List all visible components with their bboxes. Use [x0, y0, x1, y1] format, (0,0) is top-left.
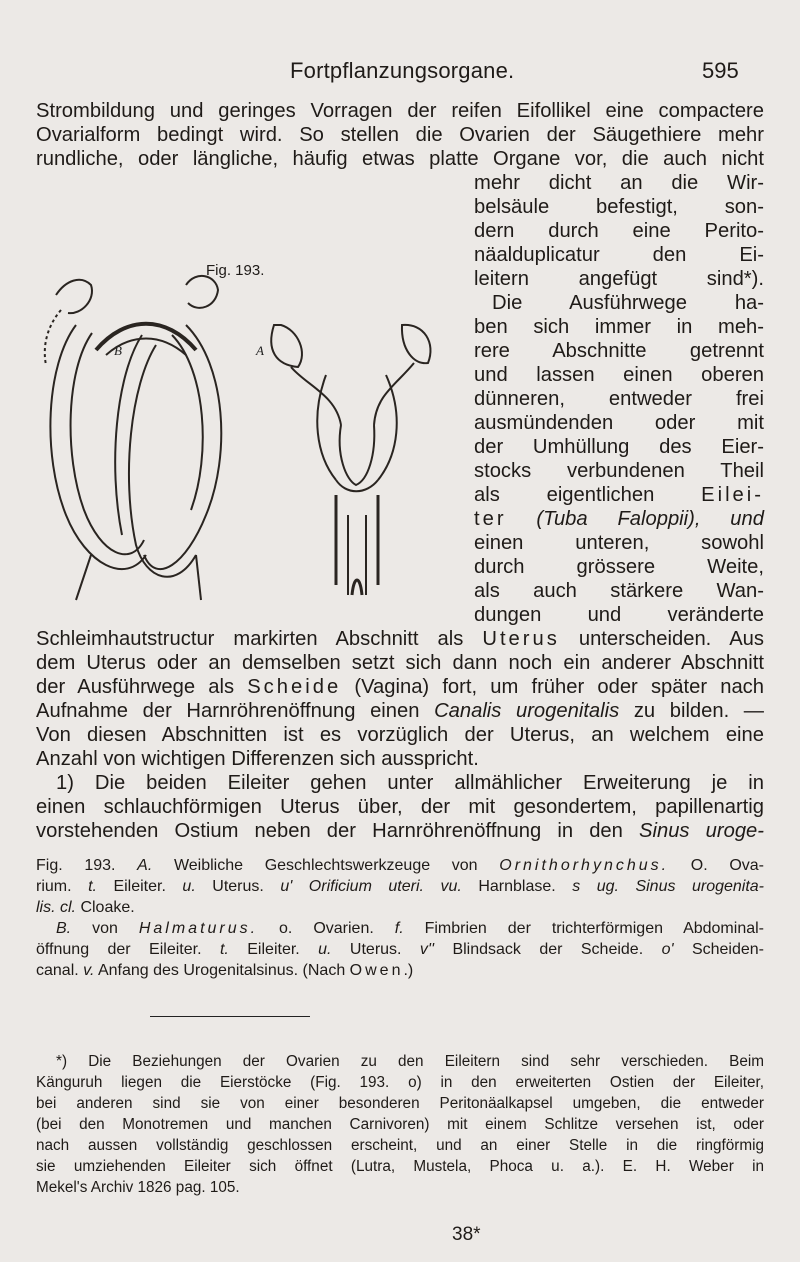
- caption-line: canal. v. Anfang des Urogenitalsinus. (Nach Owen.): [36, 962, 414, 979]
- caption-line: lis. cl. Cloake.: [36, 899, 135, 916]
- signature-mark: 38*: [452, 1224, 481, 1245]
- text-line: näalduplicatur den Ei-: [474, 244, 764, 266]
- text-line: ben sich immer in meh-: [474, 316, 764, 338]
- text-line: durch grössere Weite,: [474, 556, 764, 578]
- panel-label-a: A: [256, 343, 264, 358]
- text-line: dünneren, entweder frei: [474, 388, 764, 410]
- term-tuba: (Tuba Faloppii), und: [506, 508, 764, 530]
- text-line: dem Uterus oder an demselben setzt sich dann noch ein anderer Abschnitt: [36, 652, 764, 674]
- term-sinus: Sinus uroge-: [639, 820, 765, 842]
- text-line: und lassen einen oberen: [474, 364, 764, 386]
- text-line: leitern angefügt sind*).: [474, 268, 764, 290]
- text-line: Ovarialform bedingt wird. So stellen die Ovarien der Säugethiere mehr: [36, 124, 764, 146]
- figure-193-illustration: [36, 255, 468, 610]
- text-line: dern durch eine Perito-: [474, 220, 764, 242]
- footnote-line: (bei den Monotremen und manchen Carnivoren) mit einem Schlitze versehen ist, oder: [36, 1116, 764, 1133]
- caption-line: Fig. 193. A. Weibliche Geschlechtswerkzeuge von Ornithorhynchus. O. Ova-: [36, 857, 764, 874]
- running-header: [0, 58, 800, 88]
- text-line: stocks verbundenen Theil: [474, 460, 764, 482]
- text-line: Anzahl von wichtigen Differenzen sich ausspricht.: [36, 748, 479, 770]
- footnote-line: *) Die Beziehungen der Ovarien zu den Eileitern sind sehr verschieden. Beim: [56, 1053, 764, 1070]
- footnote-line: bei anderen sind sie von einer besonderen Peritonäalkapsel umgeben, die entweder: [36, 1095, 764, 1112]
- text-line: rundliche, oder längliche, häufig etwas platte Organe vor, die auch nicht: [36, 148, 764, 170]
- footnote-line: Mekel's Archiv 1826 pag. 105.: [36, 1179, 240, 1196]
- footnote-divider: [150, 1016, 310, 1017]
- text-line: der Ausführwege als Scheide (Vagina) fort, um früher oder später nach: [36, 676, 764, 698]
- text-line: einen schlauchförmigen Uterus über, der mit gesondertem, papillenartig: [36, 796, 764, 818]
- text-line: belsäule befestigt, son-: [474, 196, 764, 218]
- footnote-line: Känguruh liegen die Eierstöcke (Fig. 193. o) in den erweiterten Ostien der Eileiter,: [36, 1074, 764, 1091]
- panel-b-drawing: [45, 276, 222, 600]
- caption-line: B. von Halmaturus. o. Ovarien. f. Fimbrien der trichterförmigen Abdominal-: [56, 920, 764, 937]
- term-uterus: Uterus: [482, 628, 560, 650]
- term-canalis: Canalis urogenitalis: [434, 700, 620, 722]
- text-line: ter (Tuba Faloppii), und: [474, 508, 764, 530]
- figure-label: Fig. 193.: [206, 262, 265, 279]
- text-line: der Umhüllung des Eier-: [474, 436, 764, 458]
- caption-line: rium. t. Eileiter. u. Uterus. u' Orificium uteri. vu. Harnblase. s ug. Sinus urogenita-: [36, 878, 765, 895]
- text-line: Aufnahme der Harnröhrenöffnung einen Canalis urogenitalis zu bilden. —: [36, 700, 764, 722]
- text-line: als auch stärkere Wan-: [474, 580, 764, 602]
- text-line: rere Abschnitte getrennt: [474, 340, 764, 362]
- panel-a-drawing: [271, 325, 430, 595]
- text-line: ausmündenden oder mit: [474, 412, 764, 434]
- footnote-line: nach aussen vollständig geschlossen erscheint, und an einer Stelle in die ringförmig: [36, 1137, 764, 1154]
- text-line: Schleimhautstructur markirten Abschnitt als Uterus unterscheiden. Aus: [36, 628, 764, 650]
- text-line: dungen und veränderte: [474, 604, 764, 626]
- page-number: 595: [702, 58, 739, 83]
- footnote-line: sie umziehenden Eileiter sich öffnet (Lutra, Mustela, Phoca u. a.). E. H. Weber in: [36, 1158, 764, 1175]
- text-line: einen unteren, sowohl: [474, 532, 764, 554]
- term-eileiter: Eilei-: [701, 484, 764, 506]
- text-line: mehr dicht an die Wir-: [474, 172, 764, 194]
- text-line: Von diesen Abschnitten ist es vorzüglich der Uterus, an welchem eine: [36, 724, 764, 746]
- text-line: als eigentlichen Eilei-: [474, 484, 764, 506]
- text-line: vorstehenden Ostium neben der Harnröhrenöffnung in den Sinus uroge-: [36, 820, 765, 842]
- text-line: 1) Die beiden Eileiter gehen unter allmählicher Erweiterung je in: [56, 772, 764, 794]
- text-line: Strombildung und geringes Vorragen der reifen Eifollikel eine compactere: [36, 100, 764, 122]
- header-title: Fortpflanzungsorgane.: [290, 58, 515, 83]
- panel-label-b: B: [114, 343, 122, 358]
- term-scheide: Scheide: [247, 676, 342, 698]
- caption-line: öffnung der Eileiter. t. Eileiter. u. Uterus. v'' Blindsack der Scheide. o' Scheiden-: [36, 941, 764, 958]
- text-line: Die Ausführwege ha-: [492, 292, 764, 314]
